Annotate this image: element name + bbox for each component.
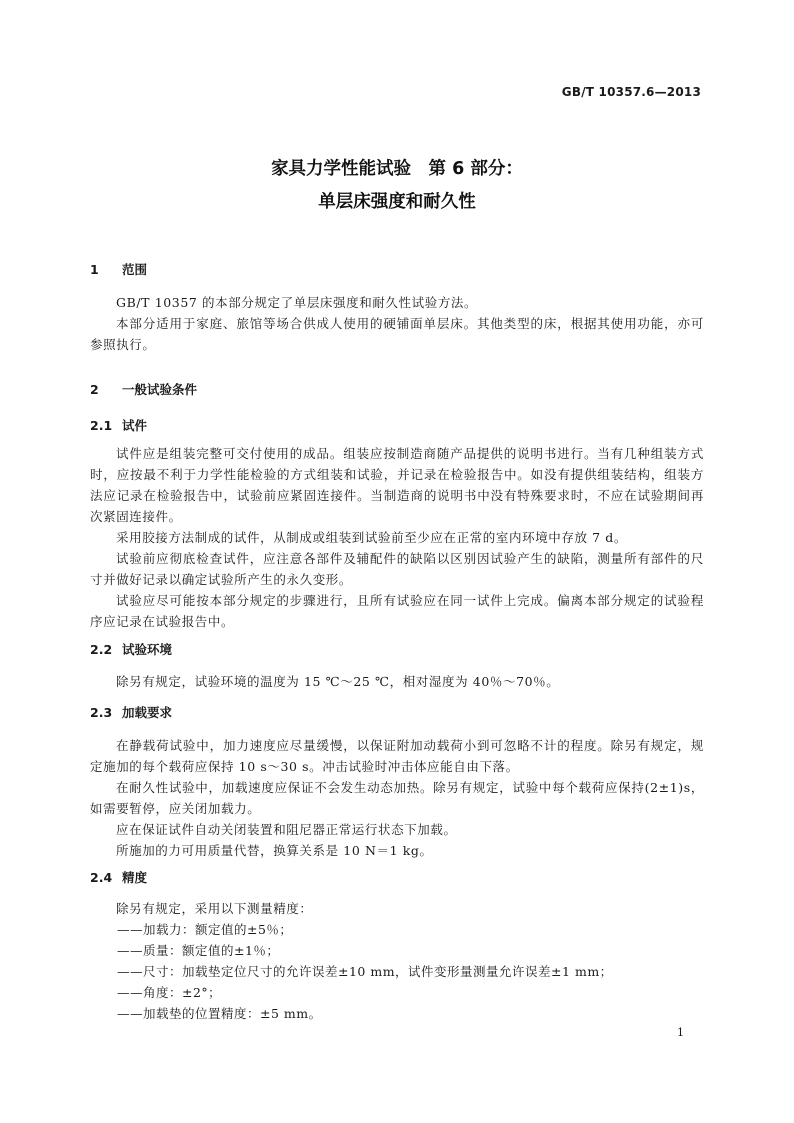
paragraph: 所施加的力可用质量代替，换算关系是 10 N＝1 kg。 (116, 843, 433, 858)
paragraph: 试验应尽可能按本部分规定的步骤进行，且所有试验应在同一试件上完成。偏离本部分规定的试验程序应记录在试验报告中。 (90, 593, 704, 629)
section-number: 1 (90, 262, 99, 277)
section-number: 2.1 (90, 418, 113, 433)
paragraph: 应在保证试件自动关闭装置和阻尼器正常运行状态下加载。 (116, 822, 457, 837)
section-title: 一般试验条件 (122, 382, 198, 397)
section-2-4-heading (90, 868, 147, 888)
document-title (0, 153, 794, 219)
page-number: 1 (677, 1026, 684, 1039)
paragraph: 除另有规定，试验环境的温度为 15 ℃～25 ℃，相对湿度为 40％～70％。 (116, 674, 560, 689)
section-2-3-heading (90, 703, 172, 723)
section-number: 2.3 (90, 705, 113, 720)
section-2-heading (90, 380, 197, 400)
section-title: 试件 (122, 418, 148, 433)
section-title: 范围 (122, 262, 148, 277)
paragraph: 在耐久性试验中，加载速度应保证不会发生动态加热。除另有规定，试验中每个载荷应保持(2±1)s，如需要暂停，应关闭加载力。 (90, 780, 704, 816)
section-2-1-heading (90, 416, 147, 436)
list-item: ——加载垫的位置精度：±5 mm。 (117, 1006, 322, 1021)
list-item: ——质量：额定值的±1％； (117, 943, 280, 958)
title-line-1: 家具力学性能试验 第 6 部分： (271, 159, 523, 179)
list-item: ——尺寸：加载垫定位尺寸的允许误差±10 mm，试件变形量测量允许误差±1 mm； (117, 964, 613, 979)
list-item: ——角度：±2°； (117, 985, 222, 1000)
section-number: 2.4 (90, 870, 113, 885)
paragraph: 除另有规定，采用以下测量精度： (116, 901, 313, 916)
paragraph: 试验前应彻底检查试件，应注意各部件及辅配件的缺陷以区别因试验产生的缺陷，测量所有部件的尺寸并做好记录以确定试验所产生的永久变形。 (90, 551, 704, 587)
list-item: ——加载力：额定值的±5％； (117, 922, 293, 937)
title-line-2: 单层床强度和耐久性 (318, 192, 476, 212)
paragraph: 本部分适用于家庭、旅馆等场合供成人使用的硬铺面单层床。其他类型的床，根据其使用功能，亦可参照执行。 (90, 316, 704, 352)
section-number: 2 (90, 382, 99, 397)
paragraph: 在静载荷试验中，加力速度应尽量缓慢，以保证附加动载荷小到可忽略不计的程度。除另有规定，规定施加的每个载荷应保持 10 s～30 s。冲击试验时冲击体应能自由下落。 (90, 738, 704, 774)
paragraph: 采用胶接方法制成的试件，从制成或组装到试验前至少应在正常的室内环境中存放 7 d。 (116, 530, 628, 545)
section-1-heading (90, 260, 147, 280)
section-number: 2.2 (90, 642, 113, 657)
section-title: 精度 (122, 870, 148, 885)
section-2-2-heading (90, 640, 172, 660)
paragraph: GB/T 10357 的本部分规定了单层床强度和耐久性试验方法。 (116, 295, 478, 310)
section-title: 试验环境 (122, 642, 173, 657)
standard-code: GB/T 10357.6—2013 (561, 85, 701, 99)
paragraph: 试件应是组装完整可交付使用的成品。组装应按制造商随产品提供的说明书进行。当有几种组装方式时，应按最不利于力学性能检验的方式组装和试验，并记录在检验报告中。如没有提供组装结构，组装方法应记录在检验报告中，试验前应紧固连接件。当制造商的说明书中没有特殊要求时，不应在试验期间再次紧固连接件。 (90, 446, 704, 524)
section-title: 加载要求 (122, 705, 173, 720)
